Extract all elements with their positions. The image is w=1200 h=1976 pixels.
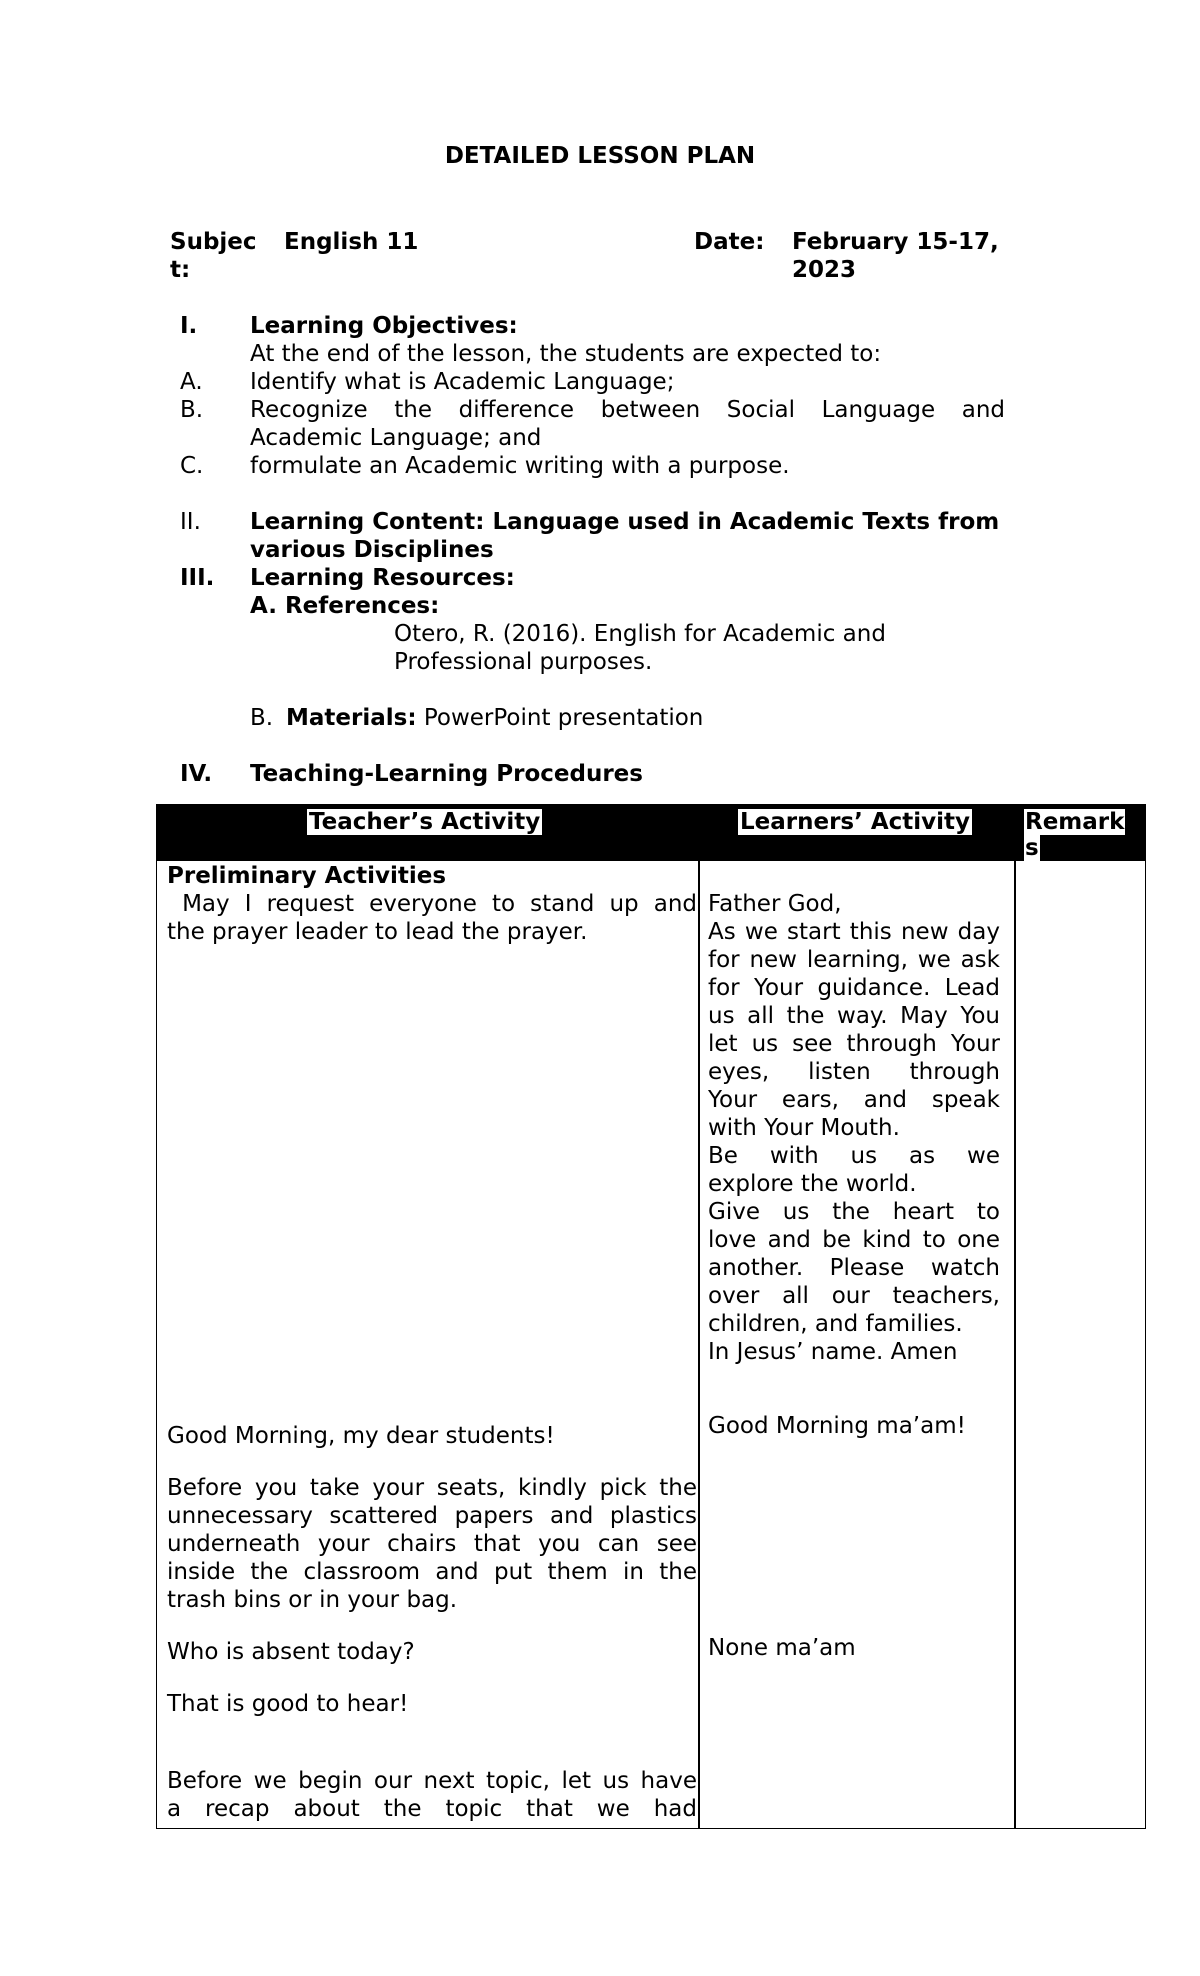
materials-value: PowerPoint presentation bbox=[423, 705, 704, 731]
learners-none-absent: None ma’am bbox=[708, 1635, 856, 1661]
references-heading: A. References: bbox=[250, 593, 440, 619]
procedures-heading: Teaching-Learning Procedures bbox=[250, 761, 643, 787]
header-teacher-activity: Teacher’s Activity bbox=[309, 809, 541, 835]
objective-letter-a: A. bbox=[180, 369, 203, 395]
teacher-recap-line1: Before we begin our next topic, let us have bbox=[167, 1768, 697, 1794]
teacher-good-to-hear: That is good to hear! bbox=[167, 1691, 409, 1717]
learners-prayer-line: In Jesus’ name. Amen bbox=[708, 1339, 958, 1365]
teacher-clean-line: Before you take your seats, kindly pick the bbox=[167, 1475, 697, 1501]
teacher-clean-line: inside the classroom and put them in the bbox=[167, 1559, 697, 1585]
learners-prayer bbox=[708, 890, 1000, 1366]
resources-heading: Learning Resources: bbox=[250, 565, 515, 591]
objective-b-text-line2: Academic Language; and bbox=[250, 425, 542, 451]
learners-prayer-line: with Your Mouth. bbox=[708, 1115, 900, 1141]
preliminary-activities-heading: Preliminary Activities bbox=[167, 863, 447, 889]
page-title: DETAILED LESSON PLAN bbox=[444, 143, 756, 169]
learners-prayer-line: for new learning, we ask bbox=[708, 947, 1000, 973]
materials-label: Materials: bbox=[286, 705, 417, 731]
content-numeral: II. bbox=[180, 509, 201, 535]
learners-prayer-line: children, and families. bbox=[708, 1311, 963, 1337]
objective-letter-c: C. bbox=[180, 453, 204, 479]
learners-prayer-line: explore the world. bbox=[708, 1171, 917, 1197]
procedures-table bbox=[156, 804, 1146, 1829]
teacher-clean-line: unnecessary scattered papers and plastics bbox=[167, 1503, 697, 1529]
procedures-numeral: IV. bbox=[180, 761, 213, 787]
date-value: February 15-17, 2023 bbox=[792, 229, 999, 283]
header-remarks-line1: Remark bbox=[1025, 809, 1125, 835]
objectives-heading: Learning Objectives: bbox=[250, 313, 518, 339]
reference-line2: Professional purposes. bbox=[394, 649, 653, 675]
teacher-prayer-line2: the prayer leader to lead the prayer. bbox=[167, 919, 588, 945]
teacher-recap-line2: a recap about the topic that we had bbox=[167, 1796, 697, 1822]
content-heading-line1: Learning Content: Language used in Academic Texts from bbox=[250, 509, 1000, 535]
learners-prayer-line: As we start this new day bbox=[708, 919, 1000, 945]
learners-prayer-line: us all the way. May You bbox=[708, 1003, 1000, 1029]
learners-prayer-line: Father God, bbox=[708, 891, 842, 917]
learners-prayer-line: Your ears, and speak bbox=[708, 1087, 1000, 1113]
learners-prayer-line: Be with us as we bbox=[708, 1143, 1000, 1169]
learners-prayer-line: over all our teachers, bbox=[708, 1283, 1000, 1309]
column-divider-2 bbox=[1014, 861, 1016, 1828]
header-remarks-line2: s bbox=[1025, 835, 1039, 861]
learners-greeting: Good Morning ma’am! bbox=[708, 1413, 966, 1439]
objective-letter-b: B. bbox=[180, 397, 204, 423]
materials-line bbox=[286, 704, 703, 732]
column-divider-1 bbox=[698, 861, 700, 1828]
resources-numeral: III. bbox=[180, 565, 215, 591]
objective-c-text: formulate an Academic writing with a purpose. bbox=[250, 453, 790, 479]
content-heading-line2: various Disciplines bbox=[250, 537, 494, 563]
learners-prayer-line: let us see through Your bbox=[708, 1031, 1000, 1057]
learners-prayer-line: eyes, listen through bbox=[708, 1059, 1000, 1085]
reference-line1: Otero, R. (2016). English for Academic and bbox=[394, 621, 886, 647]
teacher-clean-line: trash bins or in your bag. bbox=[167, 1587, 458, 1613]
date-label: Date: bbox=[694, 229, 765, 255]
learners-prayer-line: love and be kind to one bbox=[708, 1227, 1000, 1253]
learners-prayer-line: another. Please watch bbox=[708, 1255, 1000, 1281]
objective-b-text-line1: Recognize the difference between Social Language and bbox=[250, 397, 1005, 423]
teacher-clean-line: underneath your chairs that you can see bbox=[167, 1531, 697, 1557]
subject-value: English 11 bbox=[284, 229, 419, 255]
learners-prayer-line: for Your guidance. Lead bbox=[708, 975, 1000, 1001]
teacher-prayer-line1: May I request everyone to stand up and bbox=[167, 891, 697, 917]
teacher-greeting: Good Morning, my dear students! bbox=[167, 1423, 555, 1449]
objective-a-text: Identify what is Academic Language; bbox=[250, 369, 675, 395]
objectives-intro: At the end of the lesson, the students are expected to: bbox=[250, 341, 882, 367]
materials-letter: B. bbox=[250, 705, 274, 731]
table-header-row bbox=[157, 805, 1145, 861]
header-learners-activity: Learners’ Activity bbox=[740, 809, 971, 835]
subject-label: Subjec t: bbox=[170, 229, 257, 283]
objectives-numeral: I. bbox=[180, 313, 198, 339]
learners-prayer-line: Give us the heart to bbox=[708, 1199, 1000, 1225]
teacher-absent-question: Who is absent today? bbox=[167, 1639, 415, 1665]
